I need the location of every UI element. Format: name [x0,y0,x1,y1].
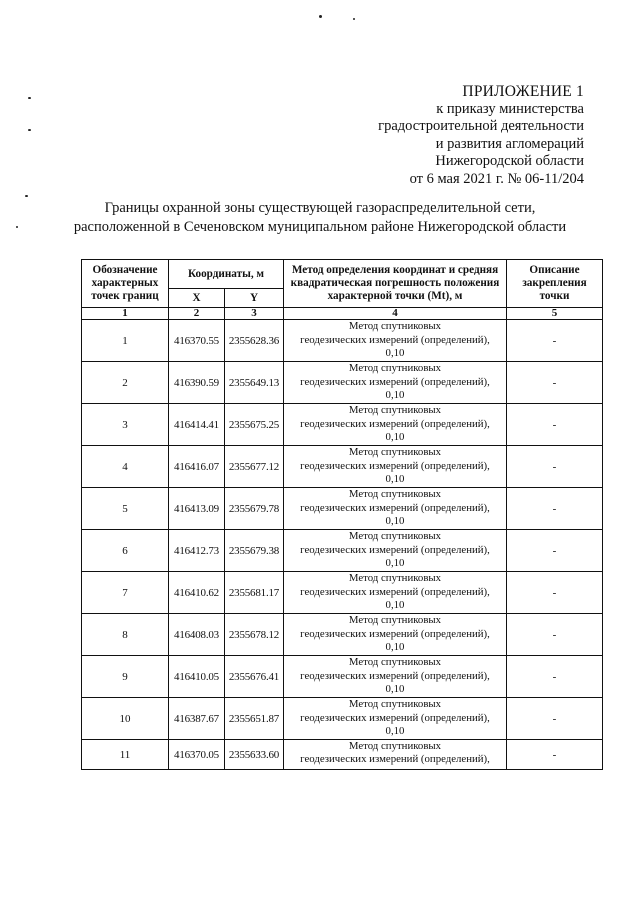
method-text-line: 0,10 [385,599,405,612]
method-text-line: 0,10 [385,347,405,360]
column-number: 5 [507,308,603,320]
cell-description: - [507,572,603,614]
cell-description: - [507,362,603,404]
method-text-line: геодезических измерений (определений), [300,753,490,766]
header-coordinates: Координаты, м [169,260,284,289]
coordinates-table [81,259,603,770]
cell-x: 416410.05 [169,656,225,698]
cell-point-number: 6 [82,530,169,572]
method-text-line: геодезических измерений (определений), [300,333,490,346]
method-text-line: Метод спутниковых [348,362,442,375]
method-text-line: геодезических измерений (определений), [300,459,490,472]
cell-y: 2355675.25 [225,404,284,446]
method-text-line: 0,10 [385,431,405,444]
method-text-line: Метод спутниковых [348,698,442,711]
header-description: Описание закрепления точки [507,260,603,308]
cell-description: - [507,740,603,770]
cell-method [284,740,507,770]
method-text-line: 0,10 [385,473,405,486]
method-text-line: Метод спутниковых [348,404,442,417]
header-x: X [169,289,225,308]
document-title [40,199,600,237]
document-title-line: Границы охранной зоны существующей газораспределительной сети, [104,200,536,216]
cell-description: - [507,404,603,446]
appendix-line: и развития агломераций [435,135,584,152]
document-title-line: расположенной в Сеченовском муниципальном районе Нижегородской области [73,219,567,235]
cell-method [284,656,507,698]
cell-y: 2355649.13 [225,362,284,404]
header-method: Метод определения координат и средняя квадратическая погрешность положения характерной точки (Mt), м [284,260,507,308]
cell-y: 2355681.17 [225,572,284,614]
method-text-line: Метод спутниковых [348,656,442,669]
cell-y: 2355679.38 [225,530,284,572]
column-number: 3 [225,308,284,320]
table-row [82,530,603,572]
method-text-line: 0,10 [385,641,405,654]
scan-speck [28,129,31,131]
cell-point-number: 5 [82,488,169,530]
cell-method [284,530,507,572]
table-row [82,740,603,770]
column-number: 1 [82,308,169,320]
method-text-line: Метод спутниковых [348,446,442,459]
cell-x: 416413.09 [169,488,225,530]
table-row [82,698,603,740]
cell-point-number: 7 [82,572,169,614]
method-text-line: Метод спутниковых [348,614,442,627]
cell-x: 416414.41 [169,404,225,446]
cell-point-number: 10 [82,698,169,740]
cell-method [284,446,507,488]
method-text-line: геодезических измерений (определений), [300,585,490,598]
cell-description: - [507,530,603,572]
cell-description: - [507,656,603,698]
scan-speck [28,97,31,99]
cell-point-number: 4 [82,446,169,488]
appendix-date-line: от 6 мая 2021 г. № 06-11/204 [409,170,584,187]
table-row [82,362,603,404]
cell-method [284,362,507,404]
cell-method [284,488,507,530]
method-text-line: геодезических измерений (определений), [300,711,490,724]
appendix-line: градостроительной деятельности [378,118,584,135]
cell-x: 416412.73 [169,530,225,572]
table-row [82,488,603,530]
cell-x: 416410.62 [169,572,225,614]
cell-point-number: 8 [82,614,169,656]
cell-point-number: 2 [82,362,169,404]
table-row [82,656,603,698]
cell-y: 2355676.41 [225,656,284,698]
method-text-line: 0,10 [385,515,405,528]
column-number: 4 [284,308,507,320]
cell-point-number: 11 [82,740,169,770]
appendix-line: Нижегородской области [435,153,584,170]
method-text-line: Метод спутниковых [348,488,442,501]
table-row [82,446,603,488]
column-number: 2 [169,308,225,320]
cell-description: - [507,320,603,362]
scan-speck [25,195,28,197]
cell-point-number: 3 [82,404,169,446]
cell-x: 416416.07 [169,446,225,488]
cell-y: 2355651.87 [225,698,284,740]
cell-y: 2355633.60 [225,740,284,770]
cell-y: 2355628.36 [225,320,284,362]
table-row [82,614,603,656]
cell-x: 416370.05 [169,740,225,770]
cell-x: 416370.55 [169,320,225,362]
cell-y: 2355678.12 [225,614,284,656]
method-text-line: 0,10 [385,557,405,570]
cell-method [284,614,507,656]
appendix-line: к приказу министерства [436,100,584,117]
cell-x: 416390.59 [169,362,225,404]
appendix-header [378,83,584,189]
cell-method [284,572,507,614]
header-y: Y [225,289,284,308]
scan-speck [16,226,18,228]
method-text-line: 0,10 [385,725,405,738]
cell-x: 416387.67 [169,698,225,740]
scan-speck [353,18,355,20]
scan-speck [319,15,322,18]
cell-y: 2355677.12 [225,446,284,488]
cell-point-number: 9 [82,656,169,698]
method-text-line: геодезических измерений (определений), [300,669,490,682]
cell-y: 2355679.78 [225,488,284,530]
header-designation: Обозначение характерных точек границ [82,260,169,308]
cell-description: - [507,614,603,656]
method-text-line: 0,10 [385,683,405,696]
cell-description: - [507,446,603,488]
method-text-line: Метод спутниковых [348,530,442,543]
method-text-line: геодезических измерений (определений), [300,627,490,640]
cell-method [284,320,507,362]
cell-description: - [507,488,603,530]
cell-method [284,698,507,740]
method-text-line: Метод спутниковых [348,320,442,333]
method-text-line: геодезических измерений (определений), [300,543,490,556]
column-number-row [82,308,603,320]
method-text-line: геодезических измерений (определений), [300,375,490,388]
table-row [82,572,603,614]
method-text-line: 0,10 [385,389,405,402]
method-text-line: Метод спутниковых [348,572,442,585]
cell-x: 416408.03 [169,614,225,656]
cell-point-number: 1 [82,320,169,362]
table-row [82,404,603,446]
method-text-line: геодезических измерений (определений), [300,417,490,430]
cell-method [284,404,507,446]
method-text-line: геодезических измерений (определений), [300,501,490,514]
method-text-line: Метод спутниковых [348,740,442,752]
table-row [82,320,603,362]
cell-description: - [507,698,603,740]
appendix-title: ПРИЛОЖЕНИЕ 1 [462,83,584,100]
